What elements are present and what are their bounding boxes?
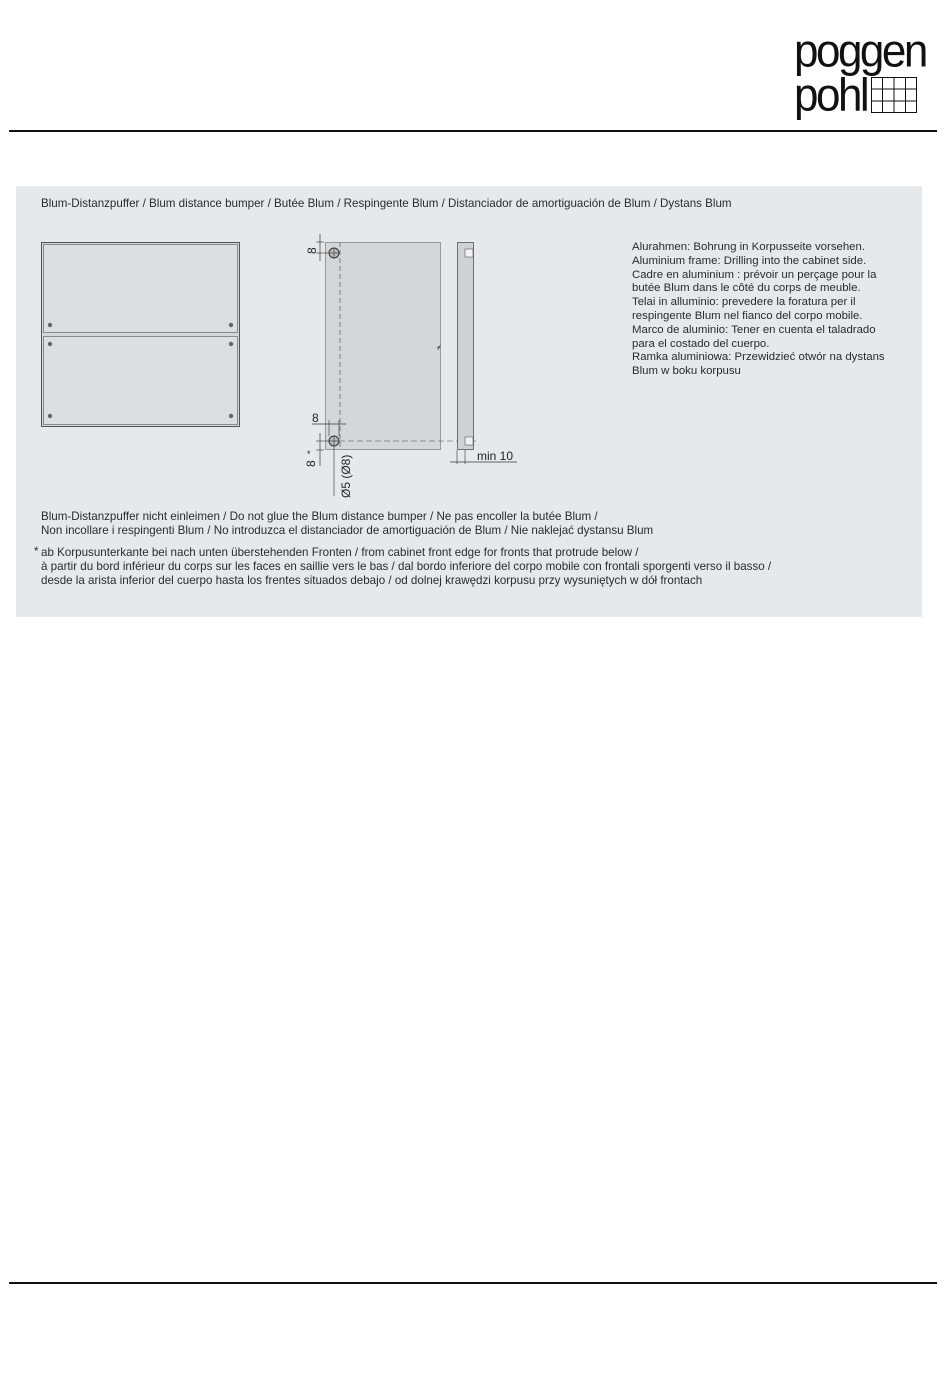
instruction-panel — [16, 186, 922, 617]
footnote-marker: * — [34, 545, 39, 558]
logo-grid-icon — [871, 77, 917, 113]
dim-min-depth: min 10 — [477, 449, 514, 463]
note-line: butée Blum dans le côté du corps de meuble. — [632, 282, 861, 295]
note-line: Marco de aluminio: Tener en cuenta el taladrado — [632, 323, 876, 336]
logo-word-pohl: pohl — [794, 69, 868, 122]
bumper-dot — [229, 342, 233, 346]
note-line: Aluminium frame: Drilling into the cabinet side. — [632, 254, 867, 267]
note-line: Blum w boku korpusu — [632, 365, 741, 378]
dim-top-offset: 8 — [305, 247, 319, 254]
bumper-drawing — [16, 186, 922, 617]
bumper-dot — [229, 414, 233, 418]
note-line: Cadre en aluminium : prévoir un perçage pour la — [632, 268, 877, 281]
section-view — [450, 243, 517, 465]
glue-note-line: Non incollare i respingenti Blum / No introduzca el distanciador de amortiguación de Blum / Nie naklejać dystansu Blum — [41, 523, 654, 537]
dim-hole-diameter: Ø5 (Ø8) — [339, 454, 353, 498]
note-line: respingente Blum nel fianco del corpo mobile. — [632, 309, 863, 322]
footnote-line: ab Korpusunterkante bei nach unten überstehenden Fronten / from cabinet front edge for fronts that protrude below / — [41, 546, 639, 559]
bumper-dot — [48, 414, 52, 418]
footnote-line: desde la arista inferior del cuerpo hasta los frentes situados debajo / od dolnej krawędzi korpusu przy wysuniętych w dół frontach — [41, 573, 703, 587]
note-line: Alurahmen: Bohrung in Korpusseite vorsehen. — [632, 241, 866, 253]
header-rule — [9, 130, 937, 132]
glue-note-line: Blum-Distanzpuffer nicht einleimen / Do not glue the Blum distance bumper / Ne pas encoller la butée Blum / — [41, 510, 598, 523]
bumper-dot — [48, 342, 52, 346]
dim-side-offset: 8 — [312, 411, 319, 425]
footer-rule — [9, 1282, 937, 1284]
panel-title: Blum-Distanzpuffer / Blum distance bumper / Butée Blum / Respingente Blum / Distanciador de amortiguación de Blum / Dystans Blum — [41, 197, 732, 210]
note-line: para el costado del cuerpo. — [632, 337, 770, 350]
front-view — [42, 243, 240, 427]
bumper-dot — [229, 323, 233, 327]
note-line: Ramka aluminiowa: Przewidzieć otwór na dystans — [632, 351, 885, 364]
logo-word-poggen: poggen — [794, 25, 926, 78]
dim-bottom-offset-marker: * — [307, 449, 311, 459]
poggenpohl-logo — [794, 25, 926, 126]
note-line: Telai in alluminio: prevedere la foratura per il — [632, 296, 856, 309]
footnote-line: à partir du bord inférieur du corps sur les faces en saillie vers le bas / dal bordo inferiore del corpo mobile con frontali sporgenti verso il basso / — [41, 559, 772, 573]
cabinet-side-view — [304, 234, 476, 498]
bumper-dot — [48, 323, 52, 327]
dim-bottom-offset: 8 — [304, 460, 318, 467]
